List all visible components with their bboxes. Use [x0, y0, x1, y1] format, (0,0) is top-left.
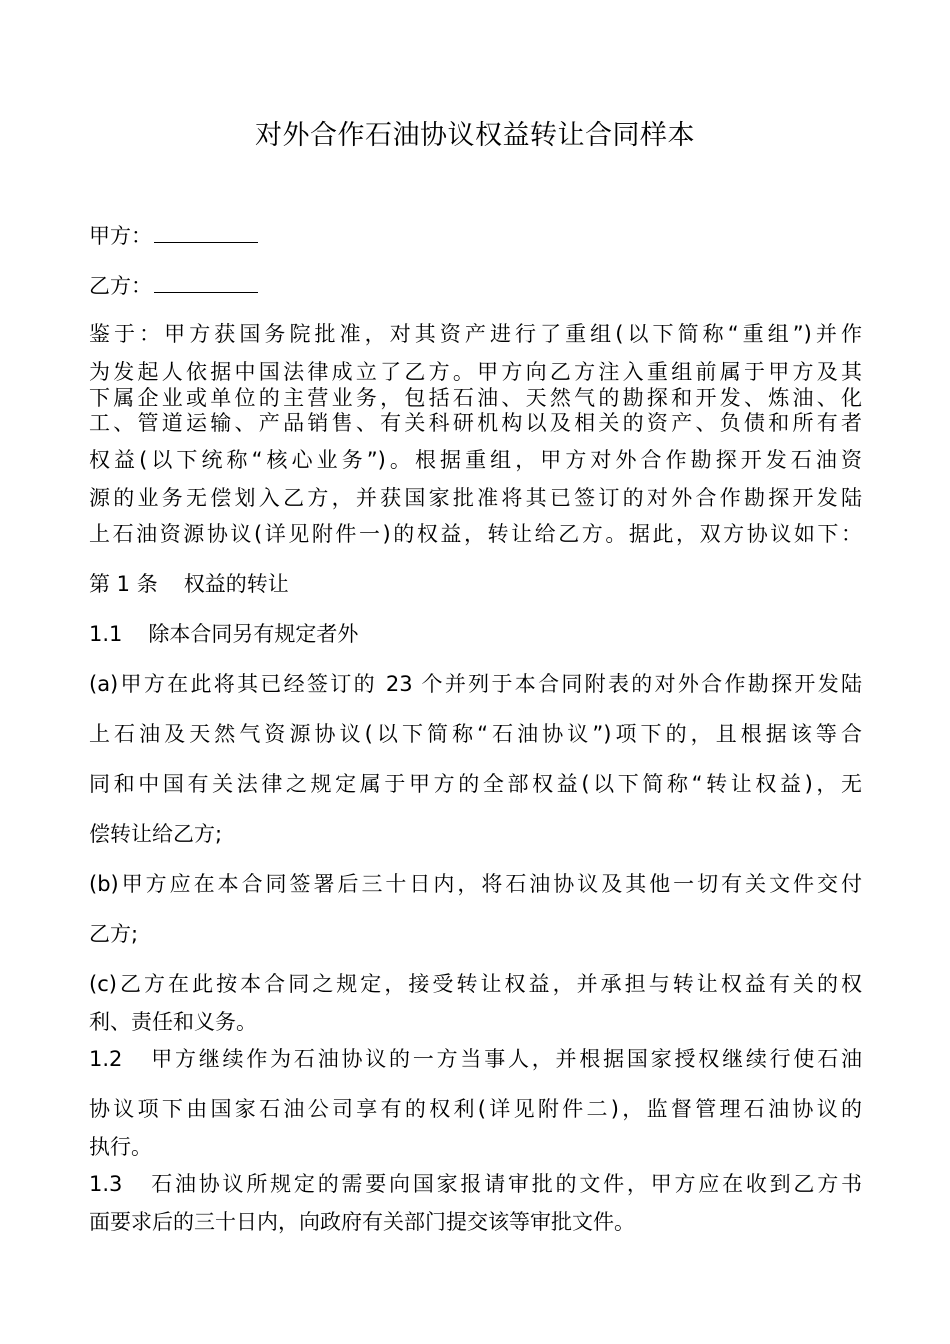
article-1-number: 第 1 条 — [89, 572, 158, 596]
item-b-line: (b)甲方应在本合同签署后三十日内，将石油协议及其他一切有关文件交付 — [89, 872, 862, 896]
section-1-2-text: 甲方继续作为石油协议的一方当事人，并根据国家授权继续行使石油 — [148, 1047, 862, 1071]
item-a-line: (a)甲方在此将其已经签订的 23 个并列于本合同附表的对外合作勘探开发陆 — [89, 672, 862, 696]
section-1-1-text: 除本合同另有规定者外 — [148, 622, 359, 646]
party-a-blank — [154, 220, 258, 243]
party-a-line — [89, 220, 258, 252]
section-1-3-line — [89, 1168, 862, 1200]
recital-line: 上石油资源协议(详见附件一)的权益，转让给乙方。据此，双方协议如下： — [89, 522, 862, 546]
item-a-line: 偿转让给乙方; — [89, 822, 223, 846]
item-c-line: (c)乙方在此按本合同之规定，接受转让权益，并承担与转让权益有关的权 — [89, 972, 862, 996]
section-1-3-text: 石油协议所规定的需要向国家报请审批的文件，甲方应在收到乙方书 — [148, 1172, 862, 1196]
section-1-1 — [89, 618, 358, 650]
party-a-label: 甲方： — [89, 224, 152, 248]
recital-line: 为发起人依据中国法律成立了乙方。甲方向乙方注入重组前属于甲方及其 — [89, 360, 862, 384]
recital-line: 权益(以下统称“核心业务”)。根据重组，甲方对外合作勘探开发石油资 — [89, 448, 862, 472]
item-a-line: 同和中国有关法律之规定属于甲方的全部权益(以下简称“转让权益)，无 — [89, 772, 862, 796]
party-b-line — [89, 270, 258, 302]
recital-line: 工、管道运输、产品销售、有关科研机构以及相关的资产、负债和所有者 — [89, 411, 862, 435]
party-b-label: 乙方： — [89, 274, 152, 298]
item-a-line: 上石油及天然气资源协议(以下简称“石油协议”)项下的，且根据该等合 — [89, 722, 862, 746]
article-1-title: 权益的转让 — [183, 572, 289, 596]
document-title: 对外合作石油协议权益转让合同样本 — [255, 120, 695, 151]
section-1-2-line — [89, 1043, 862, 1075]
section-1-1-number: 1.1 — [89, 622, 123, 646]
item-b-line: 乙方; — [89, 922, 139, 946]
section-1-2-number: 1.2 — [89, 1047, 123, 1071]
party-b-blank — [154, 270, 258, 293]
section-1-2-line: 协议项下由国家石油公司享有的权利(详见附件二)，监督管理石油协议的 — [89, 1097, 862, 1121]
recital-line: 源的业务无偿划入乙方，并获国家批准将其已签订的对外合作勘探开发陆 — [89, 486, 862, 510]
recital-line: 鉴于：甲方获国务院批准，对其资产进行了重组(以下简称“重组”)并作 — [89, 322, 862, 346]
article-1-heading — [89, 568, 289, 600]
recital-line: 下属企业或单位的主营业务，包括石油、天然气的勘探和开发、炼油、化 — [89, 386, 862, 410]
item-c-line: 利、责任和义务。 — [89, 1010, 257, 1034]
section-1-3-number: 1.3 — [89, 1172, 123, 1196]
section-1-3-line: 面要求后的三十日内，向政府有关部门提交该等审批文件。 — [89, 1210, 635, 1234]
section-1-2-line: 执行。 — [89, 1135, 152, 1159]
